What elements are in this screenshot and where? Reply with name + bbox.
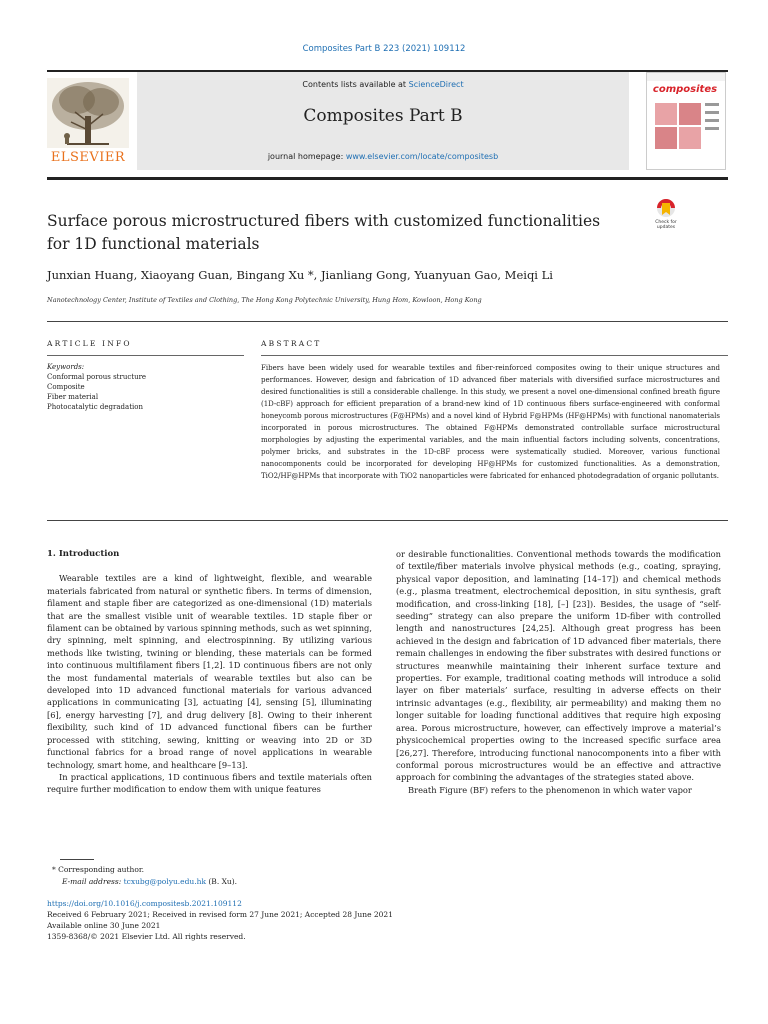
copyright: 1359-8368/© 2021 Elsevier Ltd. All rights reserved.: [47, 932, 246, 941]
email-note: [52, 876, 452, 888]
article-info-heading: ARTICLE INFO: [47, 339, 132, 348]
sciencedirect-link[interactable]: ScienceDirect: [408, 80, 464, 89]
contents-prefix: Contents lists available at: [302, 80, 409, 89]
email-label: E-mail address:: [62, 877, 124, 886]
svg-text:updates: updates: [656, 225, 676, 230]
svg-text:Check for: Check for: [655, 220, 677, 225]
divider: [47, 321, 728, 322]
body-column-left: [47, 548, 372, 796]
doi-link[interactable]: https://doi.org/10.1016/j.compositesb.2021.109112: [47, 899, 242, 908]
check-for-updates-badge[interactable]: [648, 197, 684, 233]
homepage-prefix: journal homepage:: [267, 152, 346, 161]
email-link[interactable]: tcxubg@polyu.edu.hk: [123, 877, 206, 886]
affiliation: Nanotechnology Center, Institute of Textiles and Clothing, The Hong Kong Polytechnic University, Hung Hom, Kowloon, Hong Kong: [47, 296, 482, 304]
corresponding-author-note: * Corresponding author.: [52, 865, 145, 874]
article-metadata-footer: [47, 898, 647, 942]
paper-title: Surface porous microstructured fibers with customized functionalities for 1D functional materials: [47, 212, 601, 253]
check-updates-icon: [648, 197, 684, 233]
abstract-heading: ABSTRACT: [261, 339, 322, 348]
homepage-link[interactable]: www.elsevier.com/locate/compositesb: [345, 152, 499, 161]
divider: [261, 355, 728, 356]
journal-title: Composites Part B: [303, 106, 463, 126]
online-date: Available online 30 June 2021: [47, 921, 161, 930]
keywords-block: [47, 362, 247, 412]
body-column-right: [396, 548, 721, 796]
header-bottom-rule: [47, 177, 728, 180]
author-list: Junxian Huang, Xiaoyang Guan, Bingang Xu *, Jianliang Gong, Yuanyuan Gao, Meiqi Li: [47, 268, 553, 282]
homepage-line: [137, 152, 629, 161]
paragraph: Wearable textiles are a kind of lightweight, flexible, and wearable materials fabricated from natural or synthetic fibers. In terms of dimension, filament and staple fiber are categorized as one-dimensional (1D) materials that are the smallest visible unit of wearable textiles. 1D staple fiber or filament can be obtained by various spinning methods, such as wet spinning, dry spinning, melt spinning, and electrospinning. By utilizing various methods like twisting, twining or blending, these materials can be formed into continuous multifilament fibers [1,2]. 1D continuous fibers are not only the most fundamental materials of wearable textiles but also can be developed into 1D advanced functional materials for various advanced applications in communicating [3], actuating [4], sensing [5], illuminating [6], energy harvesting [7], and drug delivery [8]. Owing to their inherent flexibility, such kind of 1D advanced functional fibers can be further processed with stitching, sewing, knitting or weaving into 2D or 3D functional fabrics for a broad range of novel applications in wearable technology, smart home, and healthcare [9–13].: [47, 573, 372, 770]
abstract-text: Fibers have been widely used for wearable textiles and fiber-reinforced composites owing to their unique structures and performances. However, design and fabrication of 1D advanced fiber materials with diversified surface microstructures and desired functionalities is still a considerable challenge. In this study, we present a novel one-dimensional confined breath figure (1D-cBF) approach for efficient preparation of a brand-new kind of 1D continuous fibers surface-engineered with conformal honeycomb porous microstructures (F@HPMs) and a novel kind of Hybrid F@HPMs (HF@HPMs) with functional nanomaterials incorporated in porous microstructures. The obtained F@HPMs demonstrated controllable surface microstructural morphologies by adjusting the experimental variables, and the main influential factors including solvents, concentrations, polymer bricks, and substrates in the 1D-cBF process were systematically studied. Moreover, various functional nanocomponents could be incorporated for developing HF@HPMs for customized functionalities. As a demonstration, TiO2/HF@HPMs that incorporate with TiO2 nanoparticles were fabricated for enhanced photodegradation of organic pollutants.: [261, 364, 720, 480]
keywords-label: Keywords:: [47, 363, 85, 371]
keyword-item: Conformal porous structure: [47, 373, 147, 381]
paragraph: In practical applications, 1D continuous fibers and textile materials often require further modification to endow them with unique features: [47, 771, 372, 795]
keyword-item: Composite: [47, 383, 85, 391]
paragraph: or desirable functionalities. Conventional methods towards the modification of textile/fiber materials involve physical methods (e.g., coating, spraying, physical vapor deposition, and laminating [14–17]) and chemical methods (e.g., plasma treatment, electrochemical deposition, in situ synthesis, graft modification, and cross-linking [18], [–] [23]). Besides, the usage of “self-seeding” strategy can also prepare the uniform 1D-fiber with controlled length and nanostructures [24,25]. Although great progress has been achieved in the design and fabrication of 1D advanced fiber materials, there remain challenges in endowing the fiber substrates with desired functions or structures meanwhile maintaining their inherent surface texture and properties. For example, traditional coating methods will introduce a solid layer on fiber materials’ surface, resulting in adverse effects on their intrinsic advantages (e.g., flexibility, air permeability) and making them no longer suitable for loading functional additives that require high exposing area. Porous microstructure, however, can effectively improve a material’s physicochemical properties owing to the increased specific surface area [26,27]. Therefore, introducing functional nanocomponents into a fiber with conformal porous microstructures would be an effective and attractive approach for combining the advantages of the strategies stated above.: [396, 549, 721, 783]
contents-line: [137, 80, 629, 89]
footnote-rule: [60, 859, 94, 860]
email-suffix: (B. Xu).: [206, 877, 238, 886]
section-title: 1. Introduction: [47, 549, 120, 559]
paragraph: Breath Figure (BF) refers to the phenomenon in which water vapor: [408, 784, 692, 795]
keyword-item: Photocatalytic degradation: [47, 403, 143, 411]
footnotes: [52, 864, 452, 888]
divider: [47, 355, 244, 356]
divider: [47, 520, 728, 521]
keyword-item: Fiber material: [47, 393, 99, 401]
journal-reference[interactable]: Composites Part B 223 (2021) 109112: [302, 44, 466, 54]
received-dates: Received 6 February 2021; Received in revised form 27 June 2021; Accepted 28 June 2021: [47, 910, 393, 919]
cover-title: composites: [652, 84, 718, 95]
elsevier-wordmark: ELSEVIER: [50, 150, 126, 165]
